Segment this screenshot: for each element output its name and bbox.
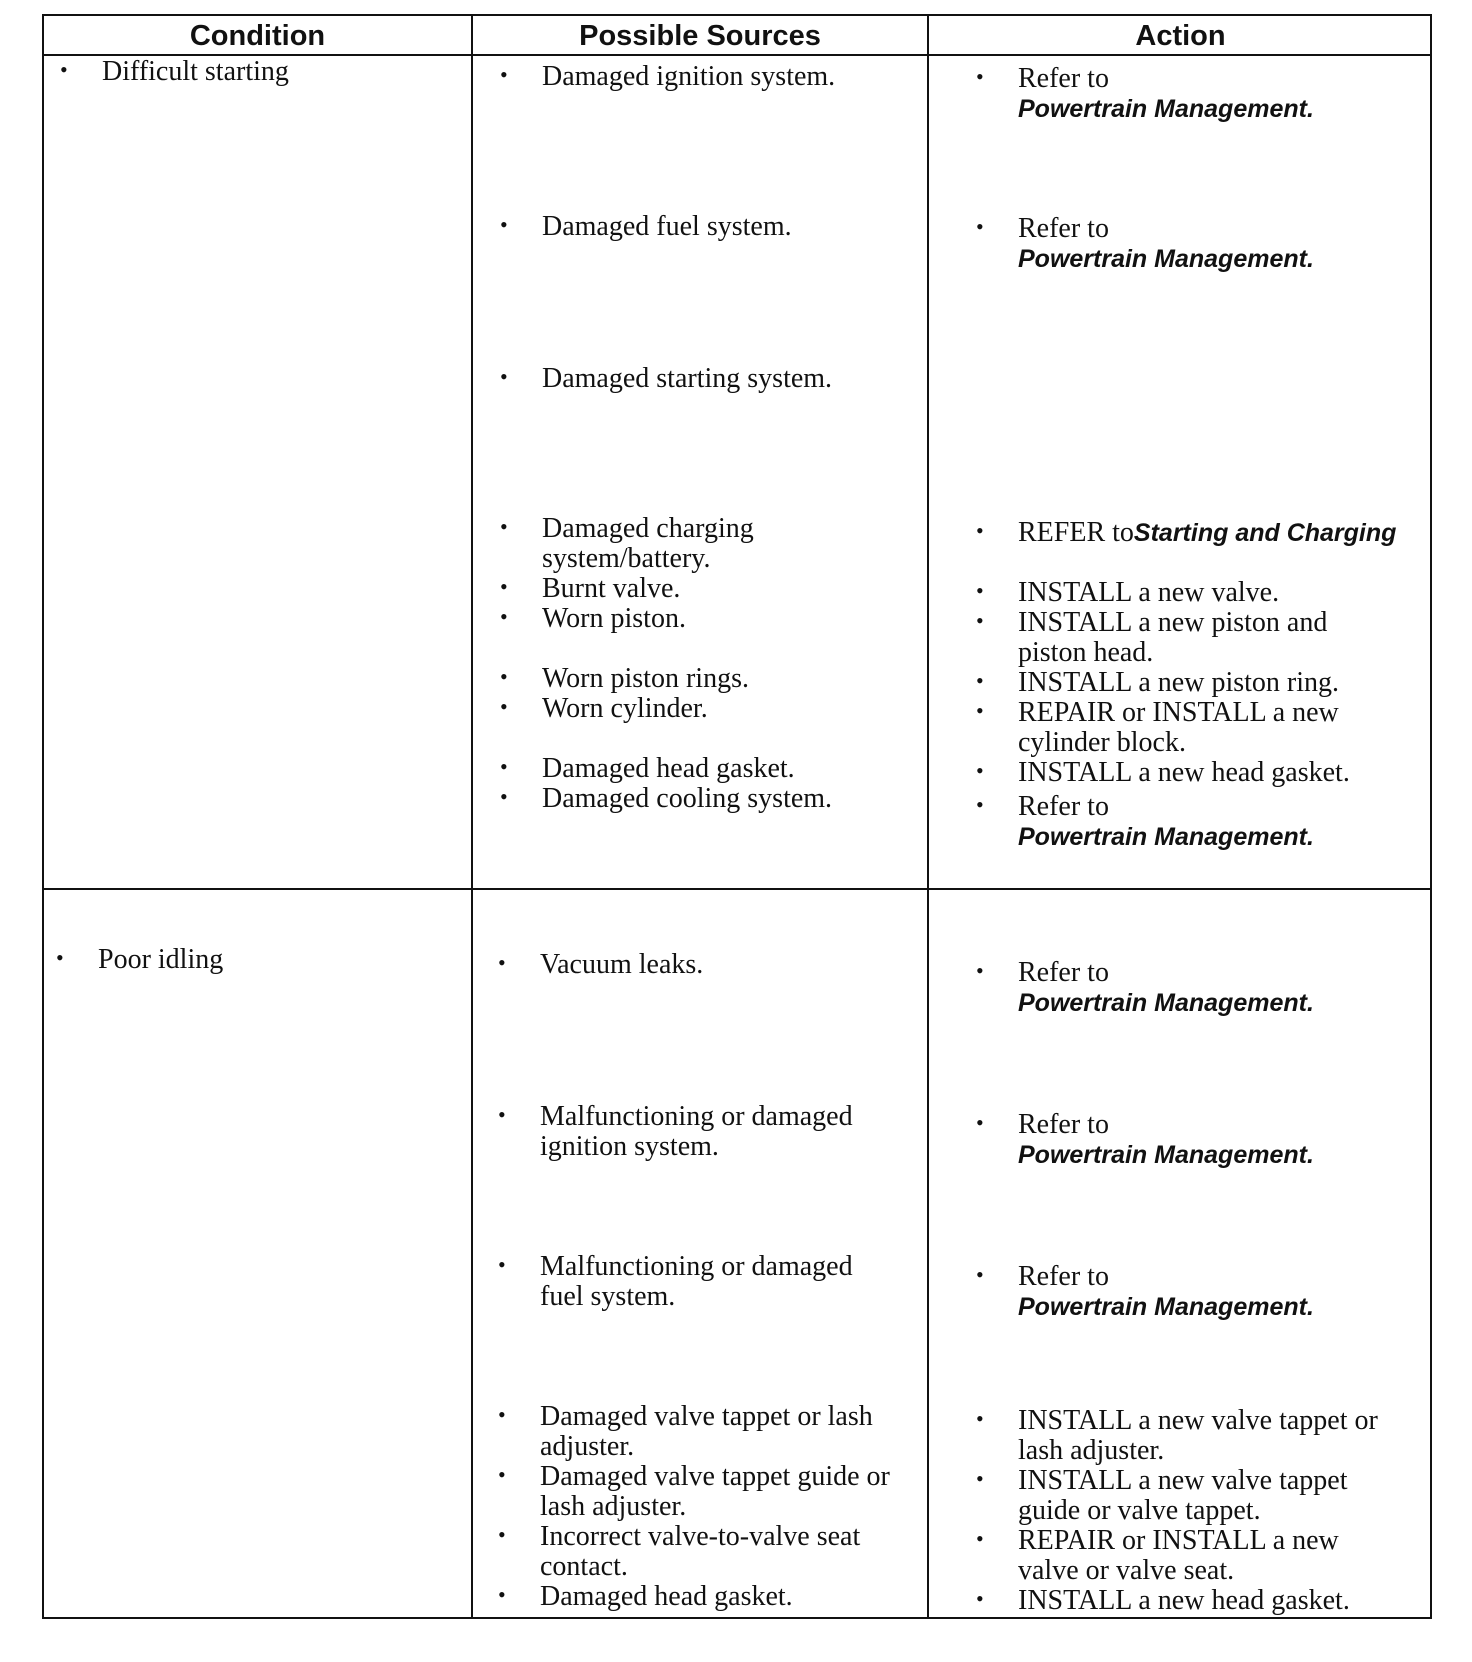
source-item: • Vacuum leaks. bbox=[498, 949, 704, 980]
header-action: Action bbox=[1135, 19, 1226, 52]
header-condition: Condition bbox=[189, 19, 326, 52]
reference-title: Powertrain Management. bbox=[1018, 95, 1314, 123]
action-item: • INSTALL a new head gasket. bbox=[976, 1585, 1350, 1616]
source-item: • Incorrect valve-to-valve seat contact. bbox=[498, 1521, 861, 1582]
action-item: • INSTALL a new head gasket. bbox=[976, 757, 1350, 788]
source-item: • Damaged fuel system. bbox=[500, 211, 792, 242]
column-divider bbox=[927, 16, 929, 1617]
condition-cell: • Poor idling bbox=[56, 944, 224, 975]
action-item: • INSTALL a new piston ring. bbox=[976, 667, 1340, 698]
action-item: • Refer to Powertrain Management. bbox=[976, 957, 1314, 1017]
action-item: • Refer to Powertrain Management. bbox=[976, 791, 1314, 851]
source-item: • Damaged cooling system. bbox=[500, 783, 833, 814]
source-item: • Damaged starting system. bbox=[500, 363, 833, 394]
source-item: • Damaged valve tappet or lash adjuster. bbox=[498, 1401, 873, 1462]
source-item: • Worn cylinder. bbox=[500, 693, 708, 724]
source-item: • Burnt valve. bbox=[500, 573, 681, 604]
action-item: • INSTALL a new valve. bbox=[976, 577, 1280, 608]
action-item: • INSTALL a new valve tappet or lash adjuster. bbox=[976, 1405, 1378, 1466]
reference-title: Powertrain Management. bbox=[1018, 823, 1314, 851]
reference-title: Powertrain Management. bbox=[1018, 1293, 1314, 1321]
source-item: • Damaged charging system/battery. bbox=[500, 513, 754, 574]
action-item: • REPAIR or INSTALL a new valve or valve seat. bbox=[976, 1525, 1339, 1586]
source-item: • Damaged ignition system. bbox=[500, 61, 836, 92]
source-item: • Malfunctioning or damaged fuel system. bbox=[498, 1251, 853, 1312]
condition-cell: • Difficult starting bbox=[60, 56, 289, 87]
row-divider bbox=[44, 888, 1430, 890]
reference-title: Powertrain Management. bbox=[1018, 1141, 1314, 1169]
action-item: • REPAIR or INSTALL a new cylinder block. bbox=[976, 697, 1339, 758]
action-item: • INSTALL a new piston and piston head. bbox=[976, 607, 1328, 668]
reference-title: Powertrain Management. bbox=[1018, 245, 1314, 273]
source-item: • Worn piston. bbox=[500, 603, 686, 634]
action-item: • INSTALL a new valve tappet guide or valve tappet. bbox=[976, 1465, 1348, 1526]
action-item: • REFER toStarting and Charging bbox=[976, 517, 1397, 548]
source-item: • Malfunctioning or damaged ignition system. bbox=[498, 1101, 853, 1162]
action-item: • Refer to Powertrain Management. bbox=[976, 1109, 1314, 1169]
action-item: • Refer to Powertrain Management. bbox=[976, 213, 1314, 273]
column-divider bbox=[471, 16, 473, 1617]
source-item: • Damaged head gasket. bbox=[500, 753, 795, 784]
header-possible-sources: Possible Sources bbox=[579, 19, 821, 52]
action-item: • Refer to Powertrain Management. bbox=[976, 63, 1314, 123]
reference-title: Powertrain Management. bbox=[1018, 989, 1314, 1017]
source-item: • Damaged valve tappet guide or lash adjuster. bbox=[498, 1461, 890, 1522]
reference-title: Starting and Charging bbox=[1133, 519, 1397, 547]
action-item: • Refer to Powertrain Management. bbox=[976, 1261, 1314, 1321]
source-item: • Worn piston rings. bbox=[500, 663, 749, 694]
source-item: • Damaged head gasket. bbox=[498, 1581, 793, 1612]
